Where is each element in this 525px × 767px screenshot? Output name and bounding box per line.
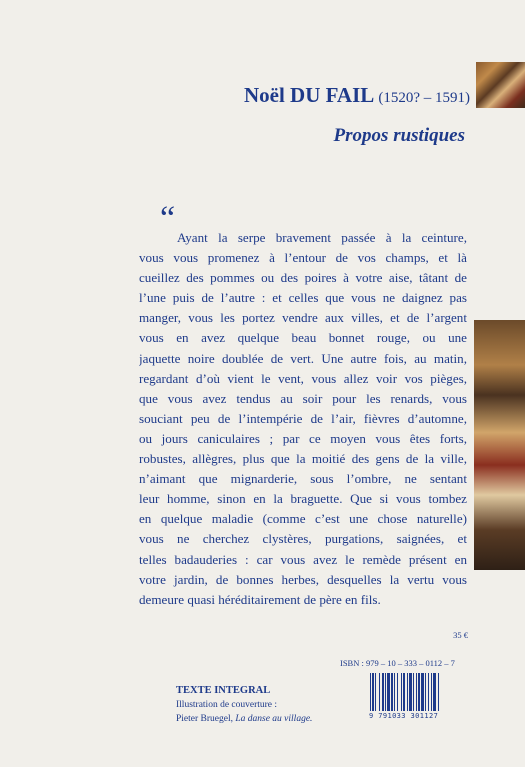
excerpt-line: Ayant la serpe bravement passée à la ceinture,	[177, 230, 467, 245]
excerpt-line: que vous avez tendus au soir pour les renards, vous	[139, 390, 467, 406]
excerpt-line: manger, vous les portez vendre aux villes, et de l’argent	[139, 310, 467, 326]
excerpt-line: robustes, allègres, plus que la moitié des gens de la ville,	[139, 451, 467, 467]
excerpt-line: en quelque maladie (comme c’est une chose naturelle)	[139, 511, 467, 527]
barcode-bar	[425, 673, 426, 711]
excerpt-line: jaquette noire doublée de vert. Une autre fois, au matin,	[139, 350, 467, 366]
excerpt-line: ou jours caniculaires ; par ce moyen vous êtes forts,	[139, 430, 467, 446]
barcode-bar	[394, 673, 395, 711]
excerpt-line: telles badauderies : car vous avez le remède présent en	[139, 551, 467, 567]
excerpt-line: l’une puis de l’autre : et celles que vous ne daignez pas	[139, 290, 467, 306]
barcode-bar	[416, 673, 417, 711]
opening-quote-mark: “	[160, 200, 176, 237]
excerpt-line: votre jardin, de bonnes herbes, desquelles la vertu vous	[139, 571, 467, 587]
barcode-bar	[413, 673, 414, 711]
excerpt-line: n’aimant que mignarderie, sous l’ombre, ne sentant	[139, 471, 467, 487]
excerpt-line: cueillez des pommes ou des poires à votre aise, tâtant de	[139, 270, 467, 286]
barcode-bar	[401, 673, 402, 711]
excerpt-line: regardant d’où vient le vent, vous allez voir vos pièges,	[139, 370, 467, 386]
barcode-bar	[428, 673, 429, 711]
isbn: ISBN : 979 – 10 – 333 – 0112 – 7	[340, 658, 455, 668]
excerpt-line: souciant peu de l’intempérie de l’air, fièvres d’automne,	[139, 410, 467, 426]
excerpt-line: vous vous promenez à l’entour de vos champs, et là	[139, 250, 467, 266]
author-name: Noël DU FAIL	[243, 83, 374, 107]
excerpt-line: vous en avez quelque beau bonnet rouge, ou une	[139, 330, 467, 346]
barcode-bar	[382, 673, 384, 711]
colophon	[176, 684, 356, 726]
book-title: Propos rustiques	[333, 125, 465, 146]
edition-label: TEXTE INTEGRAL	[176, 685, 271, 696]
barcode-bar	[391, 673, 393, 711]
barcode-bar	[438, 673, 439, 711]
author-dates: (1520? – 1591)	[378, 90, 470, 106]
painting-detail-side	[474, 320, 525, 570]
barcode-bar	[372, 673, 374, 711]
barcode-bar	[379, 673, 380, 711]
excerpt	[139, 228, 467, 610]
barcode-bar	[433, 673, 436, 711]
barcode-bar	[409, 673, 412, 711]
excerpt-line: vous ne cherchez clystères, purgations, saignées, et	[139, 531, 467, 547]
barcode-bar	[385, 673, 386, 711]
barcode-bar	[397, 673, 398, 711]
price: 35 €	[453, 630, 468, 640]
barcode-bar	[403, 673, 405, 711]
illustration-credit	[176, 712, 356, 726]
painting-detail-top	[476, 62, 525, 108]
barcode-bar	[421, 673, 424, 711]
illustration-label: Illustration de couverture :	[176, 700, 278, 710]
barcode-bar	[375, 673, 376, 711]
author-heading	[220, 83, 470, 108]
barcode-bar	[370, 673, 371, 711]
excerpt-line: leur homme, sinon en la braguette. Que si vous tombez	[139, 491, 467, 507]
barcode-bar	[407, 673, 408, 711]
barcode-bar	[431, 673, 432, 711]
artwork-title: La danse au village.	[235, 714, 313, 724]
barcode	[369, 673, 471, 711]
barcode-digits: 9 791033 301127	[369, 712, 439, 720]
artist-name: Pieter Bruegel,	[176, 714, 233, 724]
barcode-bar	[387, 673, 390, 711]
excerpt-line: demeure quasi héréditairement de père en fils.	[139, 591, 381, 607]
barcode-bar	[418, 673, 420, 711]
